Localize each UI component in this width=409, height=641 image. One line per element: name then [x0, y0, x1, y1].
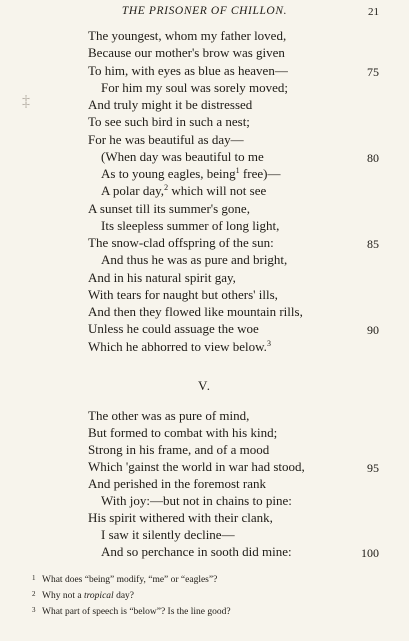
poem-line-text: His spirit withered with their clank, [88, 510, 273, 525]
line-number: 90 [367, 323, 379, 338]
poem-line-text: Its sleepless summer of long light, [101, 217, 280, 233]
poem-line-text: (When day was beautiful to me [101, 148, 264, 164]
poem-line [88, 442, 269, 458]
poem-line-text: The snow-clad offspring of the sun: [88, 235, 274, 250]
poem-line [88, 45, 285, 61]
poem-line [88, 339, 271, 355]
poem-line [88, 321, 259, 337]
poem-line [88, 132, 244, 148]
poem-line [101, 544, 292, 560]
poem-line-text: And in his natural spirit gay, [88, 269, 236, 285]
footnote [32, 603, 231, 619]
poem-line [88, 270, 236, 286]
poem-line [88, 63, 288, 79]
poem-line-text: Which 'gainst the world in war had stood, [88, 459, 305, 474]
margin-pencil-mark: ‡ [22, 93, 30, 110]
poem-line-text: Because our mother's brow was given [88, 45, 285, 61]
poem-line [88, 235, 274, 251]
section-heading: V. [198, 378, 211, 393]
poem-line [101, 80, 288, 96]
footnote [32, 571, 231, 587]
poem-line [88, 201, 250, 217]
poem-line [88, 304, 303, 320]
poem-line [88, 28, 286, 44]
poem-line-text: To see such bird in such a nest; [88, 114, 250, 130]
poem-line-text: As to young eagles, being [101, 166, 236, 181]
poem-line [88, 476, 266, 492]
line-number: 75 [367, 64, 379, 79]
line-number: 100 [361, 546, 379, 560]
poem-line-text: To him, with eyes as blue as heaven— [88, 62, 288, 78]
poem-line-text: With joy:—but not in chains to pine: [101, 493, 292, 508]
footnote-text: day? [113, 591, 134, 601]
poem-line [101, 218, 279, 234]
poem-line-text: Unless he could assuage the woe [88, 321, 259, 337]
poem-line-text: And perished in the foremost rank [88, 476, 266, 491]
footnote-reference: 3 [266, 338, 271, 348]
line-number: 95 [367, 461, 379, 475]
poem-line [101, 493, 292, 509]
poem-line [101, 252, 287, 268]
poem-line-text: The youngest, whom my father loved, [88, 28, 287, 43]
footnote-reference: 1 [235, 166, 240, 175]
poem-line [88, 114, 250, 130]
footnote-italic-text: tropical [83, 591, 114, 601]
running-title: THE PRISONER OF CHILLON. [121, 5, 288, 17]
footnote-text: Why not a [42, 591, 84, 601]
poem-line-text: For he was beautiful as day— [88, 131, 244, 147]
poem-line [88, 408, 249, 424]
footnote-reference: 2 [164, 183, 169, 193]
footnote-mark: 3 [32, 606, 36, 614]
poem-line [88, 459, 305, 475]
line-number: 85 [367, 237, 379, 251]
poem-line-text: Strong in his frame, and of a mood [88, 442, 270, 457]
poem-line-text: And thus he was as pure and bright, [101, 252, 288, 268]
poem-line [88, 97, 252, 113]
footnote-text: What part of speech is “below”? Is the line good? [42, 607, 231, 617]
poem-line [88, 287, 278, 303]
footnotes [32, 571, 231, 619]
poem-line-text: And so perchance in sooth did mine: [101, 544, 292, 559]
poem-line-text: And truly might it be distressed [88, 97, 253, 112]
poem-line-text: Which he abhorred to view below. [88, 338, 267, 354]
poem-line-text: A polar day, [101, 183, 165, 199]
footnote-text: What does “being” modify, “me” or “eagles”? [42, 575, 218, 585]
poem-line [88, 510, 273, 526]
poem-line-text: A sunset till its summer's gone, [88, 200, 250, 216]
poem-line-text: And then they flowed like mountain rills, [88, 304, 303, 319]
poem-line-text: For him my soul was sorely moved; [101, 79, 289, 95]
poem-line [101, 527, 235, 543]
poem-line-text: free)— [239, 166, 281, 181]
poem-line-text: which will not see [168, 183, 267, 199]
poem-line [88, 425, 277, 441]
page-number: 21 [368, 6, 379, 18]
poem-line [101, 166, 280, 182]
poem-line-text: With tears for naught but others' ills, [88, 286, 278, 302]
poem-line-text: But formed to combat with his kind; [88, 425, 278, 440]
footnote-mark: 1 [32, 574, 36, 582]
poem-line [101, 183, 266, 199]
poem-line-text: The other was as pure of mind, [88, 408, 250, 423]
poem-line-text: I saw it silently decline— [101, 527, 235, 542]
line-number: 80 [367, 150, 379, 165]
poem-line [101, 149, 264, 165]
footnote [32, 587, 231, 603]
footnote-mark: 2 [32, 590, 36, 598]
